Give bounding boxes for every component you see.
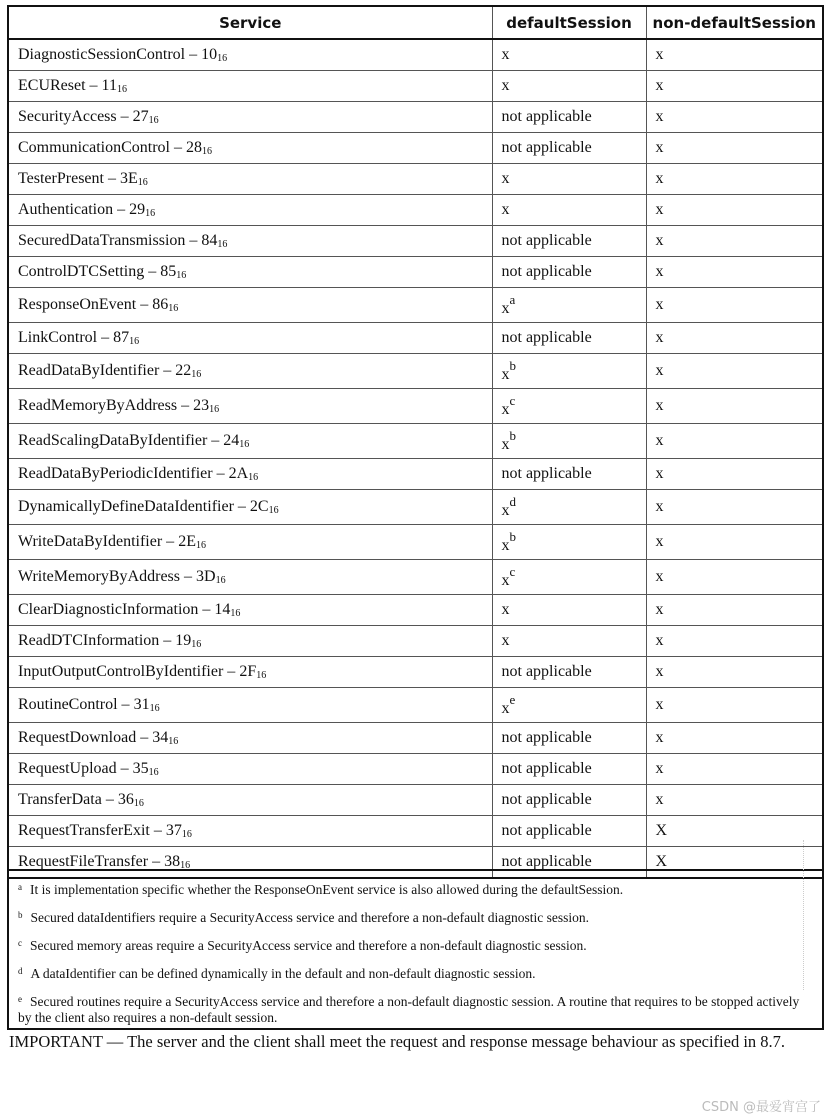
footnote-mark: c bbox=[18, 938, 22, 948]
default-session-value: x bbox=[501, 201, 510, 218]
table-row bbox=[8, 424, 823, 459]
non-default-session-cell: x bbox=[646, 525, 823, 560]
default-session-cell bbox=[492, 226, 646, 257]
default-session-value: x bbox=[501, 401, 510, 418]
default-session-cell bbox=[492, 39, 646, 71]
service-cell bbox=[8, 424, 492, 459]
non-default-session-cell: x bbox=[646, 459, 823, 490]
hex-subscript: 16 bbox=[137, 177, 148, 188]
service-name: WriteMemoryByAddress – bbox=[18, 568, 196, 585]
non-default-session-cell: x bbox=[646, 490, 823, 525]
watermark: CSDN @最爱宵宫了 bbox=[701, 1100, 821, 1115]
footnotes-box bbox=[7, 869, 824, 1030]
service-id: 87 bbox=[113, 329, 130, 346]
service-cell bbox=[8, 688, 492, 723]
hex-subscript: 16 bbox=[176, 270, 187, 281]
service-name: RoutineControl – bbox=[18, 696, 134, 713]
default-session-cell bbox=[492, 389, 646, 424]
default-session-cell bbox=[492, 525, 646, 560]
footnote-text: Secured memory areas require a SecurityAccess service and therefore a non-default diagnostic session. bbox=[30, 938, 587, 953]
service-id: 84 bbox=[201, 232, 218, 249]
default-session-value: x bbox=[501, 632, 510, 649]
hex-subscript: 16 bbox=[133, 798, 144, 809]
hex-subscript: 16 bbox=[268, 505, 279, 516]
service-cell bbox=[8, 459, 492, 490]
service-session-table bbox=[7, 5, 824, 879]
service-name: CommunicationControl – bbox=[18, 139, 186, 156]
service-cell bbox=[8, 102, 492, 133]
service-id: 2C bbox=[249, 498, 269, 515]
non-default-session-cell: X bbox=[646, 847, 823, 879]
default-session-value: x bbox=[501, 436, 510, 453]
important-note: IMPORTANT — The server and the client shall meet the request and response message behaviour as specified in 8.7. bbox=[9, 1032, 786, 1051]
non-default-session-cell: x bbox=[646, 195, 823, 226]
non-default-session-cell: x bbox=[646, 657, 823, 688]
default-session-value: not applicable bbox=[501, 329, 592, 346]
footnote-mark: d bbox=[18, 966, 23, 976]
default-session-value: x bbox=[501, 700, 510, 717]
default-session-cell bbox=[492, 164, 646, 195]
non-default-session-cell: x bbox=[646, 133, 823, 164]
service-name: ECUReset – bbox=[18, 77, 102, 94]
default-session-value: x bbox=[501, 77, 510, 94]
default-session-value: not applicable bbox=[501, 663, 592, 680]
default-session-cell bbox=[492, 490, 646, 525]
hex-subscript: 16 bbox=[256, 670, 267, 681]
default-session-value: x bbox=[501, 572, 510, 589]
default-session-value: x bbox=[501, 46, 510, 63]
service-cell bbox=[8, 195, 492, 226]
service-id: 3E bbox=[119, 170, 138, 187]
service-cell bbox=[8, 723, 492, 754]
service-cell bbox=[8, 164, 492, 195]
service-cell bbox=[8, 490, 492, 525]
hex-subscript: 16 bbox=[180, 860, 191, 871]
service-name: TesterPresent – bbox=[18, 170, 120, 187]
hex-subscript: 16 bbox=[191, 639, 202, 650]
service-name: RequestDownload – bbox=[18, 729, 153, 746]
service-id: 28 bbox=[186, 139, 202, 156]
default-session-cell bbox=[492, 754, 646, 785]
non-default-session-cell: x bbox=[646, 688, 823, 723]
table-row bbox=[8, 389, 823, 424]
default-session-cell bbox=[492, 323, 646, 354]
table-row bbox=[8, 102, 823, 133]
header-non-default-session: non-defaultSession bbox=[646, 6, 823, 39]
default-session-value: x bbox=[501, 300, 510, 317]
table-row bbox=[8, 39, 823, 71]
default-session-cell bbox=[492, 288, 646, 323]
table-row bbox=[8, 560, 823, 595]
default-session-value: not applicable bbox=[501, 791, 592, 808]
hex-subscript: 16 bbox=[215, 575, 226, 586]
non-default-session-cell: x bbox=[646, 723, 823, 754]
default-session-cell bbox=[492, 424, 646, 459]
non-default-session-cell: x bbox=[646, 354, 823, 389]
hex-subscript: 16 bbox=[145, 208, 156, 219]
service-cell bbox=[8, 226, 492, 257]
non-default-session-cell: x bbox=[646, 288, 823, 323]
service-id: 37 bbox=[165, 822, 182, 839]
table-row bbox=[8, 133, 823, 164]
hex-subscript: 16 bbox=[148, 115, 159, 126]
default-session-value: not applicable bbox=[501, 139, 592, 156]
default-session-value: not applicable bbox=[501, 729, 592, 746]
service-name: WriteDataByIdentifier – bbox=[18, 533, 179, 550]
table-row bbox=[8, 688, 823, 723]
default-session-value: not applicable bbox=[501, 232, 592, 249]
non-default-session-cell: x bbox=[646, 785, 823, 816]
default-session-value: x bbox=[501, 537, 510, 554]
default-session-cell bbox=[492, 459, 646, 490]
hex-subscript: 16 bbox=[217, 53, 228, 64]
service-name: DynamicallyDefineDataIdentifier – bbox=[18, 498, 250, 515]
default-session-cell bbox=[492, 816, 646, 847]
footnote-ref: a bbox=[509, 292, 516, 307]
service-id: 86 bbox=[152, 296, 169, 313]
service-cell bbox=[8, 595, 492, 626]
default-session-cell bbox=[492, 195, 646, 226]
service-id: 2E bbox=[178, 533, 196, 550]
table-row bbox=[8, 595, 823, 626]
table-row bbox=[8, 785, 823, 816]
non-default-session-cell: x bbox=[646, 389, 823, 424]
footnote-ref: b bbox=[509, 529, 516, 544]
default-session-cell bbox=[492, 354, 646, 389]
default-session-cell bbox=[492, 595, 646, 626]
service-name: Authentication – bbox=[18, 201, 130, 218]
non-default-session-cell: x bbox=[646, 626, 823, 657]
service-cell bbox=[8, 626, 492, 657]
footnote-text: It is implementation specific whether the ResponseOnEvent service is also allowed during the defaultSession. bbox=[30, 882, 624, 897]
table-row bbox=[8, 490, 823, 525]
service-cell bbox=[8, 133, 492, 164]
table-row bbox=[8, 723, 823, 754]
table-row bbox=[8, 288, 823, 323]
default-session-value: not applicable bbox=[501, 853, 592, 870]
table-row bbox=[8, 354, 823, 389]
service-id: 35 bbox=[132, 760, 149, 777]
table-row bbox=[8, 816, 823, 847]
footnote bbox=[18, 963, 814, 982]
header-default-session: defaultSession bbox=[492, 6, 646, 39]
table-row bbox=[8, 525, 823, 560]
non-default-session-cell: x bbox=[646, 595, 823, 626]
table-row bbox=[8, 226, 823, 257]
default-session-value: not applicable bbox=[501, 465, 592, 482]
non-default-session-cell: x bbox=[646, 39, 823, 71]
service-name: RequestTransferExit – bbox=[18, 822, 166, 839]
service-cell bbox=[8, 754, 492, 785]
service-cell bbox=[8, 525, 492, 560]
footnote-ref: e bbox=[509, 692, 516, 707]
default-session-value: not applicable bbox=[501, 760, 592, 777]
service-cell bbox=[8, 560, 492, 595]
service-id: 10 bbox=[201, 46, 218, 63]
service-name: SecurityAccess – bbox=[18, 108, 133, 125]
hex-subscript: 16 bbox=[230, 608, 241, 619]
service-name: ReadMemoryByAddress – bbox=[18, 397, 194, 414]
footnote-ref: b bbox=[509, 358, 516, 373]
hex-subscript: 16 bbox=[202, 146, 212, 157]
footnote-mark: b bbox=[18, 910, 23, 920]
non-default-session-cell: x bbox=[646, 102, 823, 133]
hex-subscript: 16 bbox=[248, 472, 259, 483]
default-session-value: x bbox=[501, 366, 510, 383]
service-name: RequestUpload – bbox=[18, 760, 133, 777]
non-default-session-cell: x bbox=[646, 323, 823, 354]
footnote-ref: b bbox=[509, 428, 516, 443]
footnote bbox=[18, 991, 814, 1026]
default-session-cell bbox=[492, 688, 646, 723]
service-id: 27 bbox=[132, 108, 149, 125]
non-default-session-cell: x bbox=[646, 257, 823, 288]
footnote-text: Secured dataIdentifiers require a SecurityAccess service and therefore a non-default diagnostic session. bbox=[30, 910, 590, 925]
default-session-cell bbox=[492, 133, 646, 164]
service-cell bbox=[8, 354, 492, 389]
service-id: 23 bbox=[193, 397, 210, 414]
service-cell bbox=[8, 785, 492, 816]
service-cell bbox=[8, 323, 492, 354]
default-session-value: not applicable bbox=[501, 108, 592, 125]
table-row bbox=[8, 657, 823, 688]
table-row bbox=[8, 195, 823, 226]
default-session-cell bbox=[492, 723, 646, 754]
default-session-cell bbox=[492, 626, 646, 657]
hex-subscript: 16 bbox=[116, 84, 127, 95]
service-name: ReadDTCInformation – bbox=[18, 632, 176, 649]
service-name: ReadDataByIdentifier – bbox=[18, 362, 176, 379]
service-name: LinkControl – bbox=[18, 329, 114, 346]
default-session-value: not applicable bbox=[501, 822, 592, 839]
default-session-value: not applicable bbox=[501, 263, 592, 280]
hex-subscript: 16 bbox=[148, 767, 159, 778]
footnote bbox=[18, 935, 814, 954]
hex-subscript: 16 bbox=[168, 303, 179, 314]
header-service: Service bbox=[8, 6, 492, 39]
default-session-cell bbox=[492, 560, 646, 595]
default-session-cell bbox=[492, 785, 646, 816]
non-default-session-cell: x bbox=[646, 226, 823, 257]
table-header-row bbox=[8, 6, 823, 39]
service-id: 3D bbox=[196, 568, 216, 585]
non-default-session-cell: x bbox=[646, 164, 823, 195]
hex-subscript: 16 bbox=[149, 703, 160, 714]
footnote-ref: c bbox=[509, 393, 516, 408]
non-default-session-cell: x bbox=[646, 424, 823, 459]
service-id: 2F bbox=[239, 663, 257, 680]
service-id: 38 bbox=[164, 853, 181, 870]
service-name: ControlDTCSetting – bbox=[18, 263, 161, 280]
service-id: 11 bbox=[101, 77, 117, 94]
hex-subscript: 16 bbox=[181, 829, 192, 840]
service-name: TransferData – bbox=[18, 791, 118, 808]
service-name: ResponseOnEvent – bbox=[18, 296, 153, 313]
service-cell bbox=[8, 39, 492, 71]
default-session-cell bbox=[492, 71, 646, 102]
footnote-mark: e bbox=[18, 994, 22, 1004]
non-default-session-cell: x bbox=[646, 754, 823, 785]
footnote bbox=[18, 907, 814, 926]
hex-subscript: 16 bbox=[239, 439, 250, 450]
scan-artifact-line bbox=[803, 840, 804, 990]
non-default-session-cell: x bbox=[646, 71, 823, 102]
service-cell bbox=[8, 657, 492, 688]
table-row bbox=[8, 323, 823, 354]
service-id: 22 bbox=[175, 362, 192, 379]
service-id: 29 bbox=[129, 201, 146, 218]
service-cell bbox=[8, 257, 492, 288]
service-name: SecuredDataTransmission – bbox=[18, 232, 202, 249]
footnote-text: A dataIdentifier can be defined dynamically in the default and non-default diagnostic session. bbox=[30, 966, 536, 981]
table-row bbox=[8, 257, 823, 288]
footnote-ref: d bbox=[509, 494, 516, 509]
table-row bbox=[8, 626, 823, 657]
footnote-mark: a bbox=[18, 882, 22, 892]
service-cell bbox=[8, 816, 492, 847]
default-session-value: x bbox=[501, 502, 510, 519]
hex-subscript: 16 bbox=[195, 540, 206, 551]
non-default-session-cell: x bbox=[646, 560, 823, 595]
service-name: ClearDiagnosticInformation – bbox=[18, 601, 215, 618]
service-id: 24 bbox=[223, 432, 240, 449]
service-name: InputOutputControlByIdentifier – bbox=[18, 663, 240, 680]
default-session-value: x bbox=[501, 170, 510, 187]
service-cell bbox=[8, 288, 492, 323]
hex-subscript: 16 bbox=[209, 404, 220, 415]
service-id: 34 bbox=[152, 729, 169, 746]
service-id: 36 bbox=[117, 791, 134, 808]
default-session-cell bbox=[492, 102, 646, 133]
table-row bbox=[8, 754, 823, 785]
hex-subscript: 16 bbox=[217, 239, 228, 250]
service-id: 14 bbox=[214, 601, 231, 618]
default-session-cell bbox=[492, 657, 646, 688]
service-name: ReadScalingDataByIdentifier – bbox=[18, 432, 224, 449]
hex-subscript: 16 bbox=[168, 736, 179, 747]
footnote bbox=[18, 879, 814, 898]
service-name: RequestFileTransfer – bbox=[18, 853, 165, 870]
non-default-session-cell: X bbox=[646, 816, 823, 847]
default-session-cell bbox=[492, 257, 646, 288]
default-session-value: x bbox=[501, 601, 510, 618]
service-name: ReadDataByPeriodicIdentifier – bbox=[18, 465, 229, 482]
service-id: 31 bbox=[133, 696, 150, 713]
table-row bbox=[8, 459, 823, 490]
service-id: 85 bbox=[160, 263, 177, 280]
service-cell bbox=[8, 389, 492, 424]
footnote-ref: c bbox=[509, 564, 516, 579]
table-row bbox=[8, 71, 823, 102]
table-row bbox=[8, 164, 823, 195]
service-id: 19 bbox=[175, 632, 192, 649]
hex-subscript: 16 bbox=[191, 369, 202, 380]
hex-subscript: 16 bbox=[129, 336, 140, 347]
service-id: 2A bbox=[228, 465, 249, 482]
service-cell bbox=[8, 71, 492, 102]
service-name: DiagnosticSessionControl – bbox=[18, 46, 202, 63]
footnote-text: Secured routines require a SecurityAccess service and therefore a non-default diagnostic session. A routine that requires to be stopped actively by the client also requires a non-default session. bbox=[18, 994, 800, 1025]
